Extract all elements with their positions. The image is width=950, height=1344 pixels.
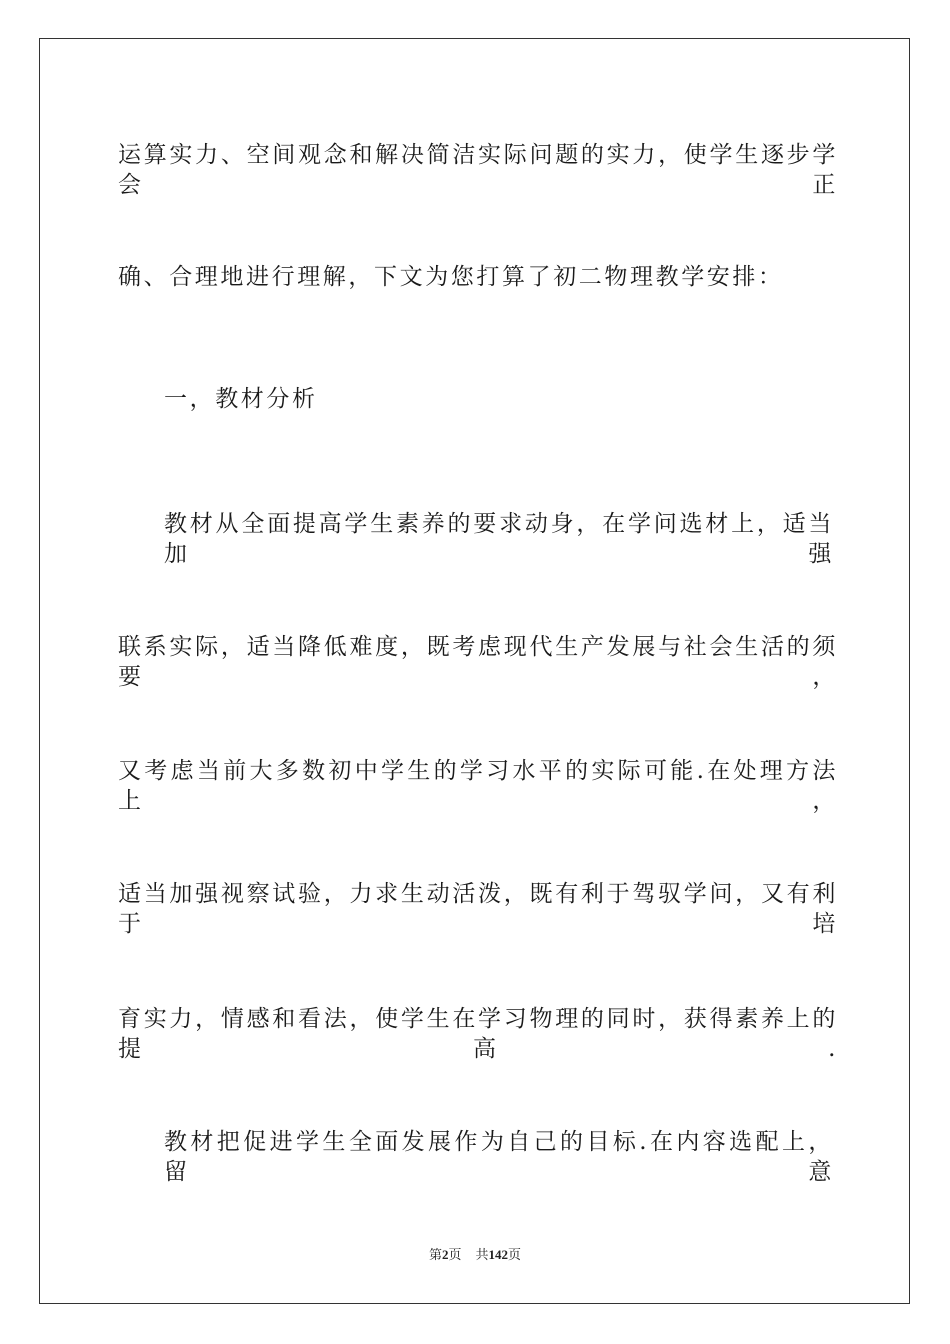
body-line-2: 确、合理地进行理解，下文为您打算了初二物理教学安排：	[118, 264, 784, 290]
page-suffix: 页	[448, 1247, 462, 1262]
total-prefix: 共	[475, 1247, 489, 1262]
body-line-8: 教材把促进学生全面发展作为自己的目标.在内容选配上，留意	[164, 1129, 834, 1185]
body-line-1: 运算实力、空间观念和解决简洁实际问题的实力，使学生逐步学会正	[118, 142, 838, 198]
page-number: 2	[441, 1247, 449, 1262]
page-footer	[0, 1246, 950, 1264]
body-line-7: 育实力，情感和看法，使学生在学习物理的同时，获得素养上的提高.	[118, 1006, 838, 1062]
total-pages: 142	[488, 1247, 509, 1262]
total-suffix: 页	[508, 1247, 522, 1262]
body-line-6: 适当加强视察试验，力求生动活泼，既有利于驾驭学问，又有利于培	[118, 881, 838, 937]
body-line-5: 又考虑当前大多数初中学生的学习水平的实际可能.在处理方法上，	[118, 758, 838, 814]
page-prefix: 第	[428, 1247, 442, 1262]
body-line-4: 联系实际，适当降低难度，既考虑现代生产发展与社会生活的须要，	[118, 634, 838, 690]
body-line-3: 教材从全面提高学生素养的要求动身，在学问选材上，适当加强	[164, 511, 834, 567]
section-heading: 一，教材分析	[164, 386, 318, 412]
